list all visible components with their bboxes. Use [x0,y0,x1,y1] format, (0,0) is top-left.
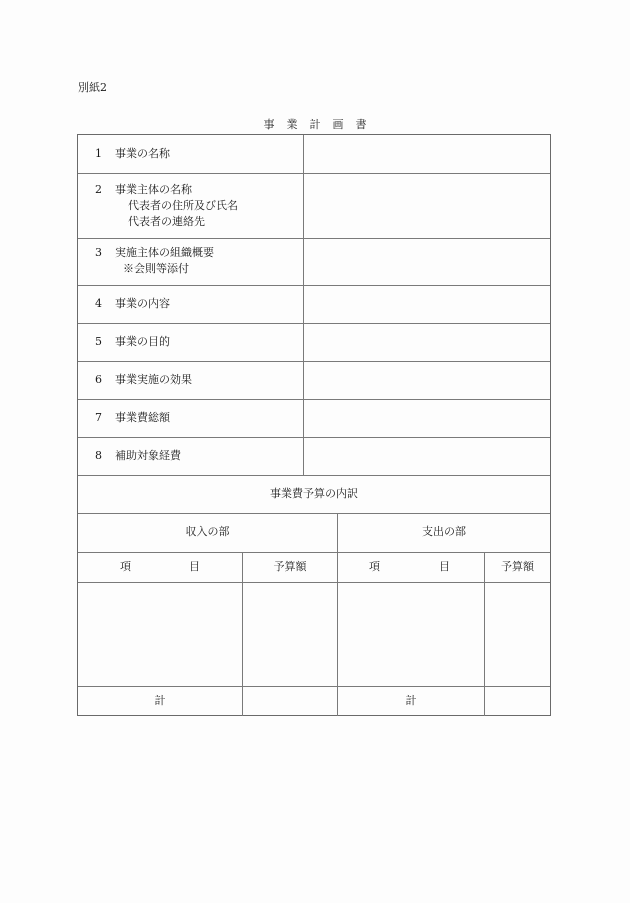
item-row-6-value[interactable] [304,362,550,399]
expense-amounts-entry[interactable] [485,583,550,686]
title-char: 書 [355,118,367,131]
expense-amount-header: 予算額 [501,560,534,573]
title-char: 画 [332,118,344,131]
item-row-8-value[interactable] [304,438,550,475]
expense-total-value[interactable] [485,687,550,715]
item-row-4-label: 4 事業の内容 [95,297,170,310]
title-char: 事 [263,118,275,131]
row-divider [78,552,550,553]
income-total-value[interactable] [243,687,337,715]
item-row-3-value[interactable] [304,239,550,285]
income-item-header: 項 目 [120,560,200,573]
item-row-2-label: 2 事業主体の名称 代表者の住所及び氏名 代表者の連絡先 [95,183,238,228]
expense-item-header: 項 目 [369,560,450,573]
item-row-4-value[interactable] [304,286,550,323]
income-amount-header: 予算額 [273,560,307,573]
budget-heading: 事業費予算の内訳 [270,487,358,500]
income-section-label: 収入の部 [185,525,230,538]
row-divider [78,475,550,476]
income-total-label: 計 [154,694,166,707]
item-row-7-label: 7 事業費総額 [95,411,170,424]
income-items-entry[interactable] [78,583,242,686]
row-divider [78,513,550,514]
expense-items-entry[interactable] [338,583,484,686]
item-row-7-value[interactable] [304,400,550,437]
document-title [0,118,630,132]
expense-section-label: 支出の部 [422,525,466,538]
business-plan-table [77,134,551,716]
income-amounts-entry[interactable] [243,583,337,686]
item-row-1-value[interactable] [304,135,550,173]
title-char: 業 [286,118,298,131]
item-row-6-label: 6 事業実施の効果 [95,373,192,386]
item-row-8-label: 8 補助対象経費 [95,449,181,462]
item-row-5-label: 5 事業の目的 [95,335,170,348]
item-row-3-label: 3 実施主体の組織概要 ※会則等添付 [95,246,214,275]
expense-total-label: 計 [405,694,417,707]
item-row-1-label: 1 事業の名称 [95,147,170,160]
attachment-label: 別紙2 [78,81,107,94]
item-row-2-value[interactable] [304,174,550,238]
item-row-5-value[interactable] [304,324,550,361]
title-char: 計 [309,118,321,131]
